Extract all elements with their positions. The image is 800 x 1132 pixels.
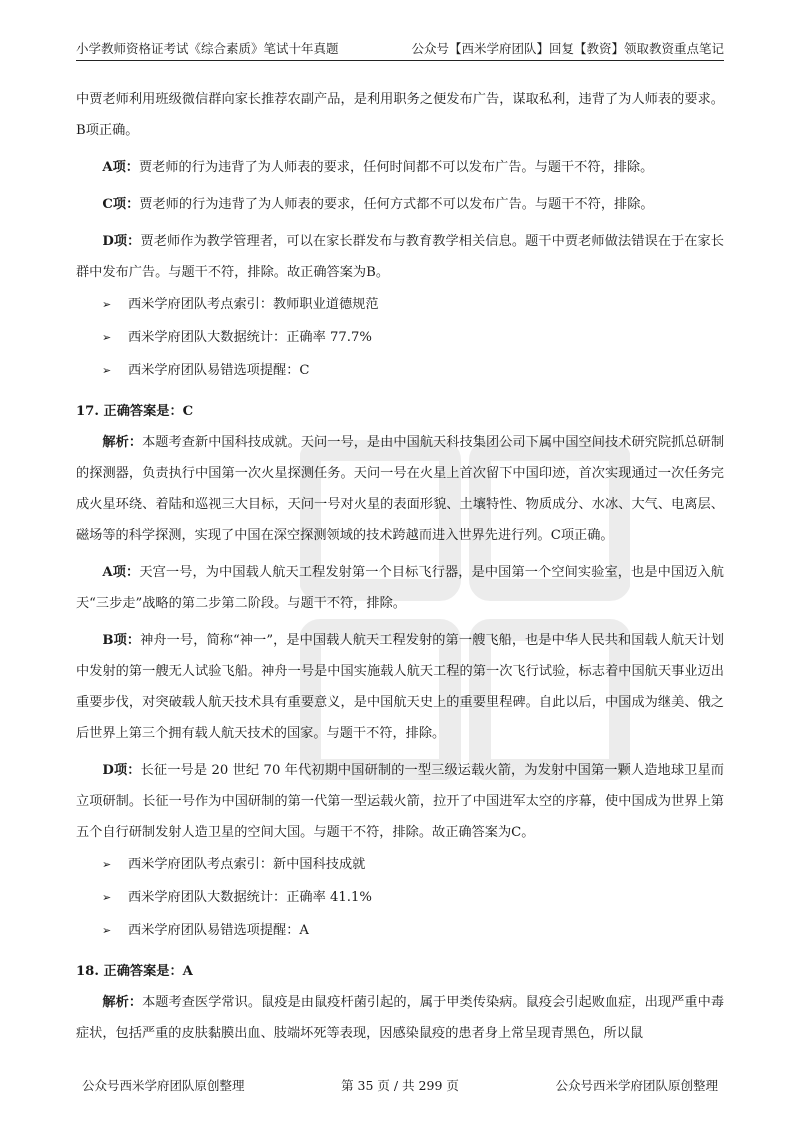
option-label: D项： — [102, 763, 141, 778]
page-number: 第 35 页 / 共 299 页 — [341, 1078, 459, 1093]
option-text: 贾老师的行为违背了为人师表的要求，任何方式都不可以发布广告。与题干不符，排除。 — [139, 197, 654, 212]
q17-bullet — [102, 848, 724, 881]
analysis-text: 本题考查医学常识。鼠疫是由鼠疫杆菌引起的，属于甲类传染病。鼠疫会引起败血症，出现严重中毒症状，包括严重的皮肤黏膜出血、肢端坏死等表现，因感染鼠疫的患者身上常呈现青黑色，所以鼠 — [76, 995, 725, 1041]
q16-option-a — [76, 152, 724, 183]
option-label: A项： — [102, 160, 139, 175]
option-text: 长征一号是 20 世纪 70 年代初期中国研制的一型三级运载火箭，为发射中国第一颗人造地球卫星而立项研制。长征一号作为中国研制的第一代第一型运载火箭，拉开了中国进军太空的序幕，使中国成为世界上第五个自行研制发射人造卫星的空间大国。与题干不符，排除。故正确答案为C。 — [76, 763, 724, 840]
bullet-text: 西米学府团队大数据统计：正确率 41.1% — [128, 890, 372, 905]
q17-option-d — [76, 755, 724, 848]
option-text: 神舟一号，简称“神一”，是中国载人航天工程发射的第一艘飞船，也是中华人民共和国载人航天计划中发射的第一艘无人试验飞船。神舟一号是中国实施载人航天工程的第一次飞行试验，标志着中国航天事业迈出重要步伐，对突破载人航天技术具有重要意义，是中国航天史上的重要里程碑。自此以后，中国成为继美、俄之后世界上第三个拥有载人航天技术的国家。与题干不符，排除。 — [76, 633, 724, 741]
option-label: A项： — [102, 565, 140, 580]
arrow-bullet-icon: ➢ — [102, 891, 112, 904]
q16-bullet — [102, 288, 724, 321]
analysis-label: 解析： — [102, 995, 143, 1010]
footer-left: 公众号西米学府团队原创整理 — [82, 1078, 245, 1093]
q17-bullet — [102, 914, 724, 947]
q17-heading: 17. 正确答案是：C — [76, 404, 194, 419]
q18-heading: 18. 正确答案是：A — [76, 964, 193, 979]
q17-bullet — [102, 881, 724, 914]
q17-option-b — [76, 625, 724, 749]
q16-option-c — [76, 189, 724, 220]
q16-bullet — [102, 354, 724, 387]
option-text: 贾老师作为教学管理者，可以在家长群发布与教育教学相关信息。题干中贾老师做法错误在于在家长群中发布广告。与题干不符，排除。故正确答案为B。 — [76, 234, 724, 280]
bullet-text: 西米学府团队易错选项提醒：C — [128, 363, 310, 378]
bullet-text: 西米学府团队考点索引：新中国科技成就 — [128, 857, 366, 872]
q16-bullet — [102, 321, 724, 354]
arrow-bullet-icon: ➢ — [102, 298, 112, 311]
q16-continued-text: 中贾老师利用班级微信群向家长推荐农副产品，是利用职务之便发布广告，谋取私利，违背了为人师表的要求。B项正确。 — [76, 92, 724, 138]
arrow-bullet-icon: ➢ — [102, 331, 112, 344]
q17-analysis — [76, 427, 724, 551]
analysis-text: 本题考查新中国科技成就。天问一号，是由中国航天科技集团公司下属中国空间技术研究院抓总研制的探测器，负责执行中国第一次火星探测任务。天问一号在火星上首次留下中国印迹，首次实现通过一次任务完成火星环绕、着陆和巡视三大目标，天问一号对火星的表面形貌、土壤特性、物质成分、水冰、大气、电离层、磁场等的科学探测，实现了中国在深空探测领域的技术跨越而进入世界先进行列。C项正确。 — [76, 435, 725, 543]
arrow-bullet-icon: ➢ — [102, 858, 112, 871]
arrow-bullet-icon: ➢ — [102, 364, 112, 377]
arrow-bullet-icon: ➢ — [102, 924, 112, 937]
header-promo: 公众号【西米学府团队】回复【教资】领取教资重点笔记 — [411, 41, 724, 56]
q16-option-d — [76, 226, 724, 288]
option-label: C项： — [102, 197, 140, 212]
option-text: 天宫一号，为中国载人航天工程发射第一个目标飞行器，是中国第一个空间实验室，也是中国迈入航天“三步走”战略的第二步第二阶段。与题干不符，排除。 — [76, 565, 724, 611]
analysis-label: 解析： — [102, 435, 143, 450]
header-title: 小学教师资格证考试《综合素质》笔试十年真题 — [76, 41, 339, 56]
option-label: B项： — [102, 633, 141, 648]
footer-right: 公众号西米学府团队原创整理 — [555, 1078, 718, 1093]
q18-analysis — [76, 987, 724, 1049]
bullet-text: 西米学府团队考点索引：教师职业道德规范 — [128, 297, 379, 312]
page-footer — [76, 1076, 724, 1094]
bullet-text: 西米学府团队易错选项提醒：A — [128, 923, 309, 938]
page-header — [76, 40, 724, 61]
option-text: 贾老师的行为违背了为人师表的要求，任何时间都不可以发布广告。与题干不符，排除。 — [139, 160, 654, 175]
option-label: D项： — [102, 234, 141, 249]
page-content — [76, 84, 724, 1049]
q17-option-a — [76, 557, 724, 619]
bullet-text: 西米学府团队大数据统计：正确率 77.7% — [128, 330, 372, 345]
